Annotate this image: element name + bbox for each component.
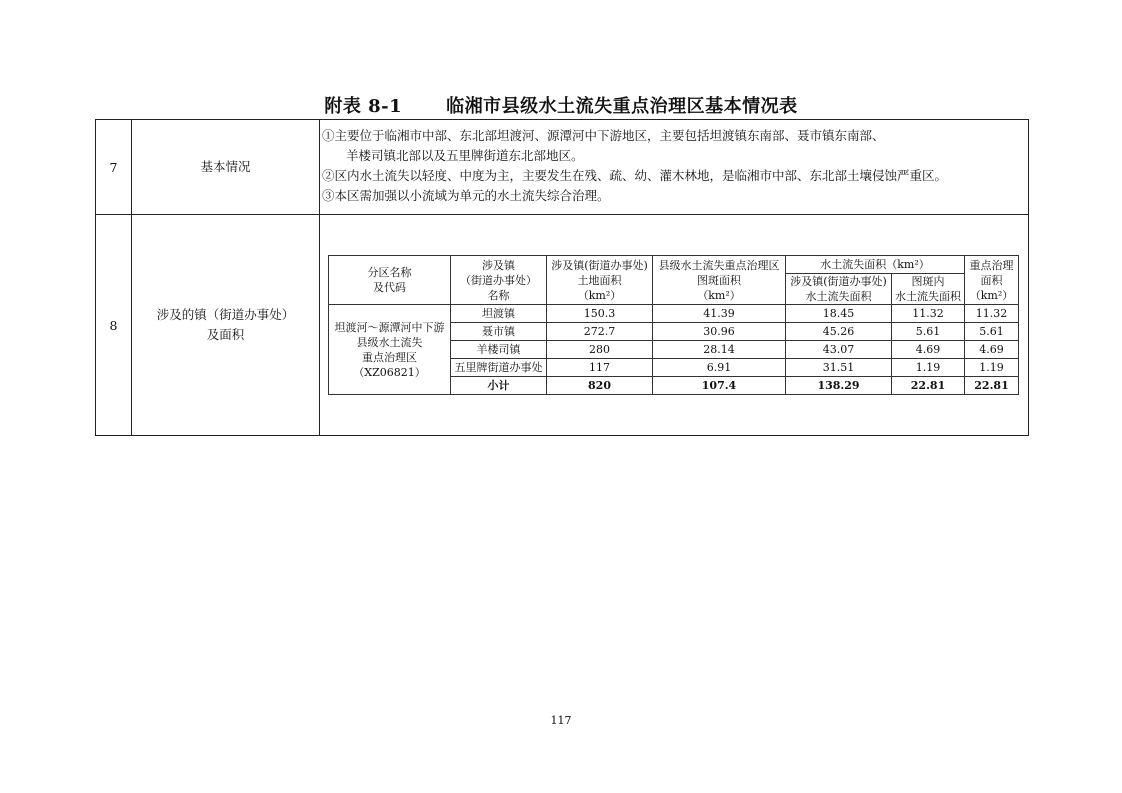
row-towns-area <box>96 215 1029 436</box>
cell-erosion-town: 43.07 <box>786 341 892 359</box>
header-text: 水土流失面积 <box>895 290 961 303</box>
zone-name <box>329 305 451 395</box>
table-row <box>329 305 1019 323</box>
header-text: 县级水土流失重点治理区 <box>658 258 780 272</box>
header-text: 涉及镇 <box>482 258 515 272</box>
header-text: 图斑面积 <box>697 273 741 287</box>
header-text: 涉及镇(街道办事处) <box>790 275 887 288</box>
header-text: 名称 <box>487 288 510 302</box>
cell-land: 117 <box>547 359 653 377</box>
header-text: （km²） <box>577 288 622 302</box>
cell-erosion-patch: 5.61 <box>892 323 965 341</box>
header-text: 水土流失面积 <box>805 290 872 303</box>
cell-land: 272.7 <box>547 323 653 341</box>
row-number: 7 <box>96 120 132 215</box>
cell-erosion-town: 45.26 <box>786 323 892 341</box>
info-line: ③本区需加强以小流域为单元的水土流失综合治理。 <box>322 188 610 203</box>
cell-erosion-patch: 22.81 <box>892 377 965 395</box>
header-text: （街道办事处） <box>460 273 537 287</box>
cell-town: 羊楼司镇 <box>451 341 547 359</box>
zone-name-line: （XZ06821） <box>353 365 426 379</box>
table-name: 临湘市县级水土流失重点治理区基本情况表 <box>446 96 798 117</box>
cell-patch: 41.39 <box>653 305 786 323</box>
cell-key: 1.19 <box>965 359 1019 377</box>
zone-name-line: 县级水土流失 <box>356 335 423 349</box>
header-key-area <box>965 256 1019 305</box>
page-title <box>0 92 1122 118</box>
cell-patch: 28.14 <box>653 341 786 359</box>
cell-key: 5.61 <box>965 323 1019 341</box>
cell-key: 22.81 <box>965 377 1019 395</box>
header-text: 重点治理 <box>969 258 1014 272</box>
header-zone <box>329 256 451 305</box>
cell-erosion-patch: 1.19 <box>892 359 965 377</box>
header-text: 面积 <box>980 273 1003 287</box>
cell-patch: 107.4 <box>653 377 786 395</box>
header-text: （km²） <box>969 288 1014 302</box>
cell-key: 11.32 <box>965 305 1019 323</box>
header-erosion-town <box>786 274 892 305</box>
cell-town: 聂市镇 <box>451 323 547 341</box>
cell-erosion-patch: 11.32 <box>892 305 965 323</box>
cell-erosion-town: 18.45 <box>786 305 892 323</box>
header-text: 土地面积 <box>577 273 622 287</box>
cell-land: 280 <box>547 341 653 359</box>
header-erosion-area: 水土流失面积（km²） <box>786 256 965 274</box>
header-text: 涉及镇(街道办事处) <box>551 258 648 272</box>
info-line: ②区内水土流失以轻度、中度为主，主要发生在残、疏、幼、灌木林地，是临湘市中部、东北部土壤侵蚀严重区。 <box>322 168 948 183</box>
info-line: 羊楼司镇北部以及五里牌街道东北部地区。 <box>346 148 584 163</box>
row-item-line: 及面积 <box>206 327 245 342</box>
cell-erosion-patch: 4.69 <box>892 341 965 359</box>
row-number: 8 <box>96 215 132 436</box>
cell-total-label: 小计 <box>451 377 547 395</box>
zone-name-line: 坦渡河～源潭河中下游 <box>334 320 445 334</box>
zone-name-line: 重点治理区 <box>362 350 417 364</box>
header-erosion-patch <box>892 274 965 305</box>
cell-patch: 30.96 <box>653 323 786 341</box>
page-number: 117 <box>550 714 572 727</box>
row-basic-info <box>96 120 1029 215</box>
area-table-cell <box>320 215 1029 436</box>
cell-key: 4.69 <box>965 341 1019 359</box>
cell-town: 五里牌街道办事处 <box>451 359 547 377</box>
cell-town: 坦渡镇 <box>451 305 547 323</box>
table-code: 附表 8-1 <box>324 96 403 117</box>
basic-info-text <box>320 120 1029 215</box>
header-text: 图斑内 <box>911 275 945 288</box>
header-town <box>451 256 547 305</box>
cell-patch: 6.91 <box>653 359 786 377</box>
cell-land: 820 <box>547 377 653 395</box>
header-text: 及代码 <box>373 281 406 294</box>
cell-erosion-town: 31.51 <box>786 359 892 377</box>
header-patch-area <box>653 256 786 305</box>
area-table <box>328 255 1019 395</box>
row-item: 基本情况 <box>132 120 320 215</box>
header-land-area <box>547 256 653 305</box>
header-text: 分区名称 <box>367 266 412 279</box>
row-item <box>132 215 320 436</box>
header-text: （km²） <box>697 288 741 302</box>
row-item-line: 涉及的镇（街道办事处） <box>156 307 295 322</box>
cell-erosion-town: 138.29 <box>786 377 892 395</box>
info-line: ①主要位于临湘市中部、东北部坦渡河、源潭河中下游地区，主要包括坦渡镇东南部、聂市镇东南部、 <box>322 128 885 143</box>
main-table <box>95 119 1029 436</box>
cell-land: 150.3 <box>547 305 653 323</box>
